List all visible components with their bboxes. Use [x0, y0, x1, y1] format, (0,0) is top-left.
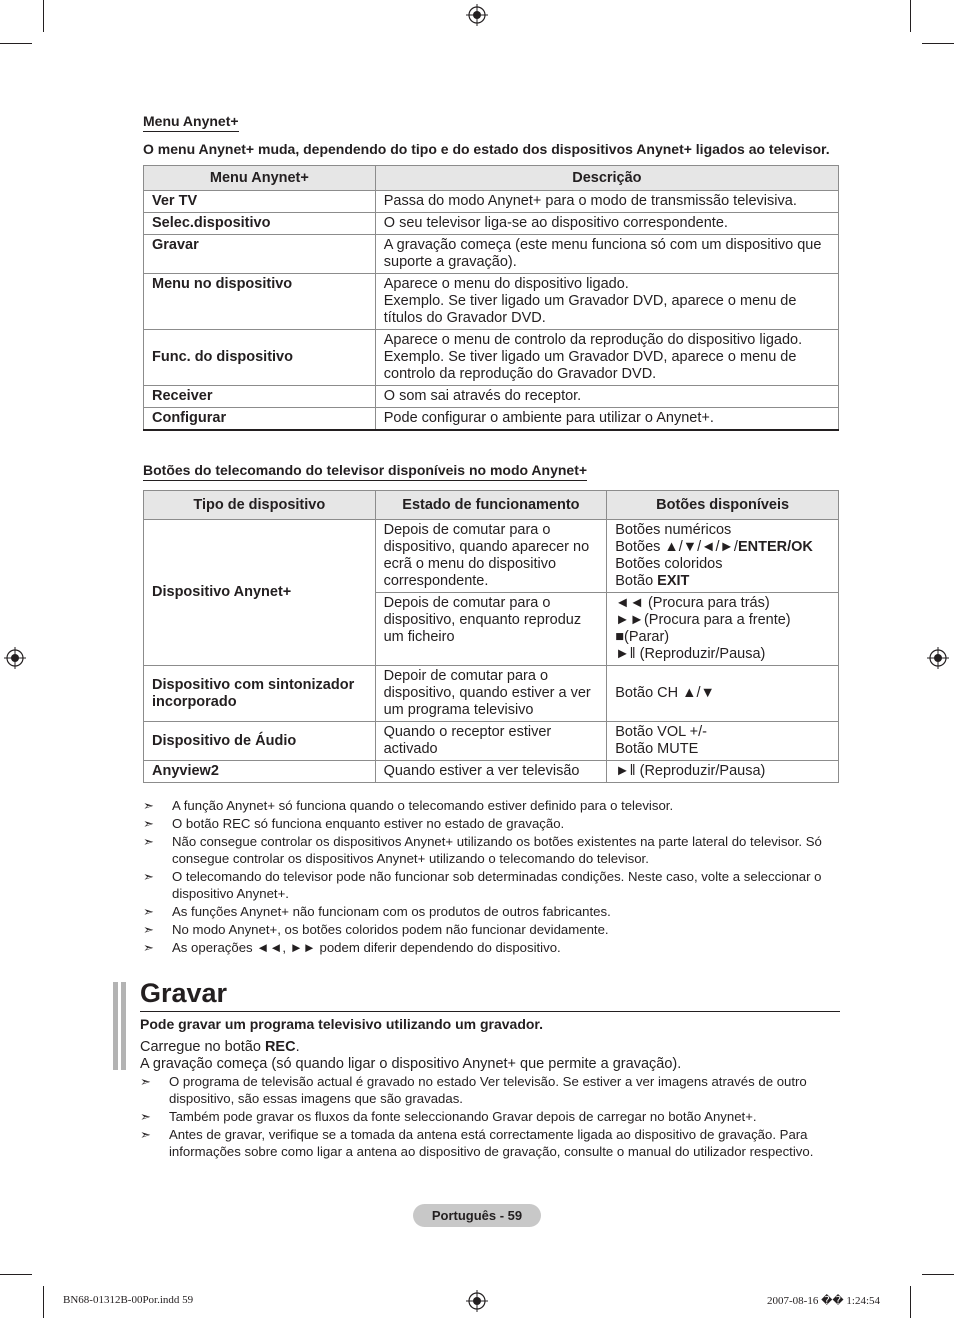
- note-arrow-icon: ➣: [143, 869, 154, 884]
- button-line: Botões numéricos: [615, 522, 732, 538]
- desc-cell: A gravação começa (este menu funciona só com um dispositivo que suporte a gravação).: [375, 235, 838, 274]
- buttons-cell: [607, 722, 839, 761]
- body-line: A gravação começa (só quando ligar o dispositivo Anynet+ que permite a gravação).: [140, 1056, 682, 1072]
- crop-mark: [0, 43, 32, 44]
- anynet-menu-table: [143, 165, 839, 431]
- note-arrow-icon: ➣: [140, 1127, 151, 1142]
- table-row: [144, 408, 839, 431]
- state-cell: Quando o receptor estiver activado: [375, 722, 607, 761]
- buttons-cell: [607, 593, 839, 666]
- notes-list: [140, 1073, 840, 1161]
- body-text-part: Carregue no botão: [140, 1039, 265, 1055]
- device-cell: Anyview2: [144, 761, 376, 783]
- note-text: O telecomando do televisor pode não funcionar sob determinadas condições. Neste caso, volte a seleccionar o dispositivo Anynet+.: [172, 869, 822, 901]
- button-line: [615, 539, 830, 556]
- note-arrow-icon: ➣: [143, 922, 154, 937]
- note-item: [140, 1126, 840, 1160]
- table-row: [144, 761, 839, 783]
- note-item: [143, 939, 843, 956]
- body-text-bold: REC: [264, 1039, 296, 1055]
- note-text: As operações ◄◄, ►► podem diferir dependendo do dispositivo.: [172, 940, 561, 955]
- button-line: ►‖ (Reproduzir/Pausa): [615, 646, 766, 662]
- body-line: [140, 1039, 681, 1056]
- page-number-badge: Português - 59: [413, 1204, 541, 1227]
- desc-cell: Aparece o menu do dispositivo ligado. Exemplo. Se tiver ligado um Gravador DVD, aparece o menu de títulos do Gravador DVD.: [375, 274, 838, 330]
- note-text: No modo Anynet+, os botões coloridos podem não funcionar devidamente.: [172, 922, 609, 937]
- column-header: Descrição: [375, 166, 838, 191]
- note-item: [143, 868, 843, 902]
- note-item: [143, 797, 843, 814]
- desc-cell: O som sai através do receptor.: [375, 386, 838, 408]
- desc-cell: Passa do modo Anynet+ para o modo de transmissão televisiva.: [375, 191, 838, 213]
- desc-cell: Pode configurar o ambiente para utilizar o Anynet+.: [375, 408, 838, 431]
- section-bar: [113, 982, 118, 1070]
- device-cell: Dispositivo com sintonizador incorporado: [144, 666, 376, 722]
- button-line: ◄◄ (Procura para trás): [615, 595, 770, 611]
- divider: [140, 1011, 840, 1012]
- table-row: [144, 666, 839, 722]
- button-line: Botões coloridos: [615, 556, 723, 572]
- menu-cell: Selec.dispositivo: [144, 213, 376, 235]
- note-arrow-icon: ➣: [143, 940, 154, 955]
- table-row: [144, 330, 839, 386]
- button-line: ►►(Procura para a frente): [615, 612, 791, 628]
- button-line: [615, 573, 830, 590]
- section-bar: [121, 982, 126, 1070]
- crop-mark: [922, 1274, 954, 1275]
- note-item: [143, 833, 843, 867]
- column-header: Tipo de dispositivo: [144, 491, 376, 520]
- state-cell: Depoir de comutar para o dispositivo, quando estiver a ver um programa televisivo: [375, 666, 607, 722]
- button-text: Botões ▲/▼/◄/►/: [615, 539, 738, 555]
- table-row: [144, 722, 839, 761]
- section-title: Menu Anynet+: [143, 113, 239, 132]
- note-arrow-icon: ➣: [143, 904, 154, 919]
- column-header: Menu Anynet+: [144, 166, 376, 191]
- note-text: O programa de televisão actual é gravado no estado Ver televisão. Se estiver a ver imagens através de outro dispositivo, são essas imagens que são gravadas.: [169, 1074, 807, 1106]
- page-title: Gravar: [140, 978, 228, 1008]
- table-row: [144, 213, 839, 235]
- button-text-bold: ENTER/OK: [737, 539, 813, 555]
- button-line: Botão VOL +/-: [615, 724, 708, 740]
- section-subtitle: O menu Anynet+ muda, dependendo do tipo e do estado dos dispositivos Anynet+ ligados ao televisor.: [143, 141, 830, 157]
- body-text: [140, 1039, 681, 1073]
- section-subtitle: Pode gravar um programa televisivo utilizando um gravador.: [140, 1016, 543, 1032]
- table-row: [144, 274, 839, 330]
- print-slug-date: 2007-08-16 �� 1:24:54: [767, 1295, 880, 1307]
- table-row: [144, 520, 839, 593]
- note-text: Antes de gravar, verifique se a tomada da antena está correctamente ligada ao dispositivo de gravação. Para informações sobre como ligar a antena ao dispositivo de gravação, consulte o manual do utilizador respectivo.: [169, 1127, 814, 1159]
- crop-mark: [43, 0, 44, 32]
- buttons-cell: ►‖ (Reproduzir/Pausa): [607, 761, 839, 783]
- menu-cell: Receiver: [144, 386, 376, 408]
- menu-cell: Gravar: [144, 235, 376, 274]
- state-cell: Quando estiver a ver televisão: [375, 761, 607, 783]
- column-header: Estado de funcionamento: [375, 491, 607, 520]
- note-arrow-icon: ➣: [143, 798, 154, 813]
- button-text-bold: EXIT: [657, 573, 690, 589]
- note-arrow-icon: ➣: [143, 816, 154, 831]
- device-cell: Dispositivo Anynet+: [144, 520, 376, 666]
- buttons-cell: [607, 520, 839, 593]
- section-title: Botões do telecomando do televisor disponíveis no modo Anynet+: [143, 462, 587, 481]
- remote-buttons-table: [143, 490, 839, 783]
- note-text: A função Anynet+ só funciona quando o telecomando estiver definido para o televisor.: [172, 798, 674, 813]
- table-row: [144, 386, 839, 408]
- menu-cell: Menu no dispositivo: [144, 274, 376, 330]
- body-text-part: .: [295, 1039, 300, 1055]
- registration-mark-icon: [466, 4, 488, 26]
- note-arrow-icon: ➣: [140, 1109, 151, 1124]
- table-row: [144, 235, 839, 274]
- crop-mark: [922, 43, 954, 44]
- print-slug-file: BN68-01312B-00Por.indd 59: [63, 1294, 194, 1306]
- note-item: [143, 903, 843, 920]
- note-text: O botão REC só funciona enquanto estiver no estado de gravação.: [172, 816, 565, 831]
- note-text: Não consegue controlar os dispositivos Anynet+ utilizando os botões existentes na parte lateral do televisor. Só consegue controlar os dispositivos Anynet+ utilizando o telecomando do televisor.: [172, 834, 822, 866]
- registration-mark-icon: [927, 647, 949, 669]
- button-line: ■(Parar): [615, 629, 670, 645]
- table-row: [144, 191, 839, 213]
- menu-cell: Func. do dispositivo: [144, 330, 376, 386]
- note-text: Também pode gravar os fluxos da fonte seleccionando Gravar depois de carregar no botão Anynet+.: [169, 1109, 757, 1124]
- crop-mark: [43, 1286, 44, 1318]
- button-text: Botão: [615, 573, 658, 589]
- button-line: Botão MUTE: [615, 741, 699, 757]
- desc-cell: O seu televisor liga-se ao dispositivo correspondente.: [375, 213, 838, 235]
- menu-cell: Ver TV: [144, 191, 376, 213]
- registration-mark-icon: [4, 647, 26, 669]
- note-item: [143, 815, 843, 832]
- crop-mark: [910, 1286, 911, 1318]
- menu-cell: Configurar: [144, 408, 376, 431]
- note-arrow-icon: ➣: [140, 1074, 151, 1089]
- note-item: [143, 921, 843, 938]
- device-cell: Dispositivo de Áudio: [144, 722, 376, 761]
- state-cell: Depois de comutar para o dispositivo, quando aparecer no ecrã o menu do dispositivo correspondente.: [375, 520, 607, 593]
- crop-mark: [0, 1274, 32, 1275]
- desc-cell: Aparece o menu de controlo da reprodução do dispositivo ligado. Exemplo. Se tiver ligado um Gravador DVD, aparece o menu de controlo da reprodução do Gravador DVD.: [375, 330, 838, 386]
- table-header-row: [144, 166, 839, 191]
- note-text: As funções Anynet+ não funcionam com os produtos de outros fabricantes.: [172, 904, 611, 919]
- note-item: [140, 1073, 840, 1107]
- note-item: [140, 1108, 840, 1125]
- column-header: Botões disponíveis: [607, 491, 839, 520]
- notes-list: [143, 797, 843, 957]
- buttons-cell: Botão CH ▲/▼: [607, 666, 839, 722]
- table-header-row: [144, 491, 839, 520]
- registration-mark-icon: [466, 1290, 488, 1312]
- note-arrow-icon: ➣: [143, 834, 154, 849]
- state-cell: Depois de comutar para o dispositivo, enquanto reproduz um ficheiro: [375, 593, 607, 666]
- crop-mark: [910, 0, 911, 32]
